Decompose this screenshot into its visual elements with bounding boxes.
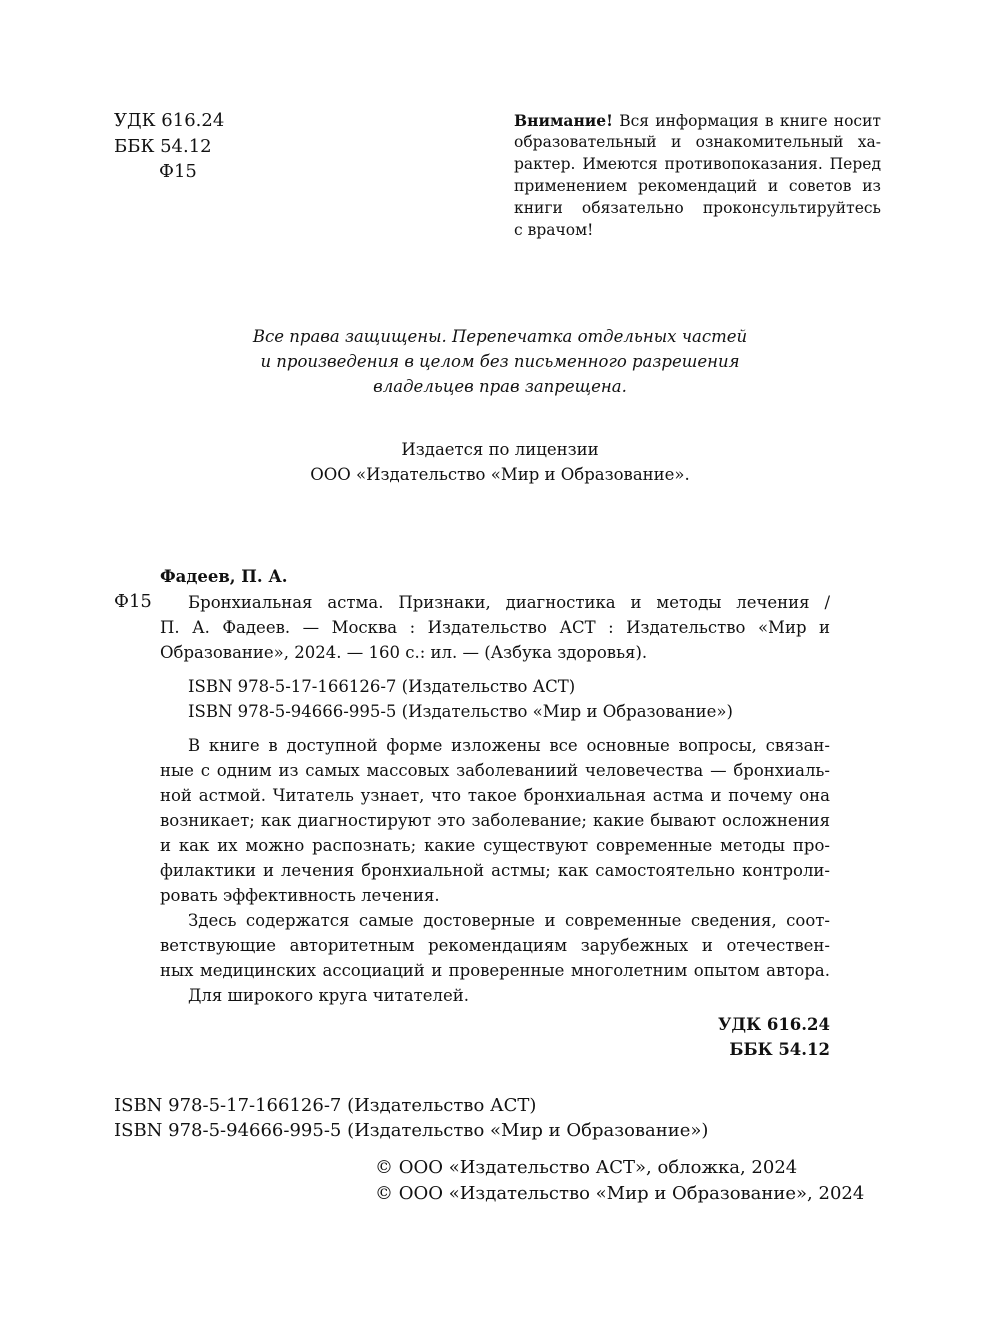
annotation-line-2: ные с одним из самых массовых заболеваниий человечества — бронхиаль- — [160, 761, 830, 780]
catalog-udk: УДК 616.24 — [718, 1015, 830, 1034]
header-index: Ф15 — [159, 161, 197, 182]
catalog-isbn-1: ISBN 978-5-17-166126-7 (Издательство АСТ) — [188, 677, 576, 696]
warning-line-6: с врачом! — [514, 221, 594, 239]
warning-line-1: Внимание! Вся информация в книге носит — [514, 111, 881, 130]
annotation-line-11: Для широкого круга читателей. — [188, 986, 470, 1005]
catalog-description-line-2: П. А. Фадеев. — Москва : Издательство АСТ : Издательство «Мир и — [160, 618, 830, 637]
catalog-author: Фадеев, П. А. — [160, 567, 288, 586]
annotation-line-7: ровать эффективность лечения. — [160, 886, 440, 905]
warning-bold-label: Внимание! — [514, 111, 613, 130]
annotation-line-6: филактики и лечения бронхиальной астмы; как самостоятельно контроли- — [160, 861, 830, 880]
license-line-1: Издается по лицензии — [401, 440, 599, 459]
catalog-description-line-3: Образование», 2024. — 160 с.: ил. — (Азбука здоровья). — [160, 643, 648, 662]
warning-line-3: рактер. Имеются противопоказания. Перед — [514, 155, 881, 173]
annotation-line-8: Здесь содержатся самые достоверные и современные сведения, соот- — [188, 911, 830, 930]
rights-line-1: Все права защищены. Перепечатка отдельных частей — [252, 327, 748, 346]
annotation-line-9: ветствующие авторитетным рекомендациям зарубежных и отечествен- — [160, 936, 830, 955]
annotation-line-3: ной астмой. Читатель узнает, что такое бронхиальная астма и почему она — [160, 786, 830, 805]
footer-isbn-2: ISBN 978-5-94666-995-5 (Издательство «Мир и Образование») — [114, 1120, 709, 1141]
catalog-isbn-2: ISBN 978-5-94666-995-5 (Издательство «Мир и Образование») — [188, 702, 733, 721]
footer-isbn-1: ISBN 978-5-17-166126-7 (Издательство АСТ) — [114, 1095, 537, 1116]
rights-line-2: и произведения в целом без письменного разрешения — [260, 352, 740, 371]
warning-line-4: применением рекомендаций и советов из — [514, 177, 881, 195]
warning-line-2: образовательный и ознакомительный ха- — [514, 133, 881, 151]
license-line-2: ООО «Издательство «Мир и Образование». — [310, 465, 690, 484]
annotation-line-4: возникает; как диагностируют это заболевание; какие бывают осложнения — [160, 811, 830, 830]
annotation-line-1: В книге в доступной форме изложены все основные вопросы, связан- — [188, 736, 830, 755]
header-bbk: ББК 54.12 — [114, 136, 212, 157]
catalog-bbk: ББК 54.12 — [729, 1040, 830, 1059]
catalog-description-line-1: Бронхиальная астма. Признаки, диагностика и методы лечения / — [188, 593, 830, 612]
rights-line-3: владельцев прав запрещена. — [373, 377, 627, 396]
annotation-line-5: и как их можно распознать; какие существуют современные методы про- — [160, 836, 830, 855]
catalog-index: Ф15 — [114, 591, 152, 612]
copyright-line-1: © ООО «Издательство АСТ», обложка, 2024 — [375, 1157, 798, 1178]
header-udk: УДК 616.24 — [114, 110, 225, 131]
annotation-line-10: ных медицинских ассоциаций и проверенные многолетним опытом автора. — [160, 961, 830, 980]
copyright-line-2: © ООО «Издательство «Мир и Образование», 2024 — [375, 1183, 865, 1204]
warning-line-5: книги обязательно проконсультируйтесь — [514, 199, 881, 217]
